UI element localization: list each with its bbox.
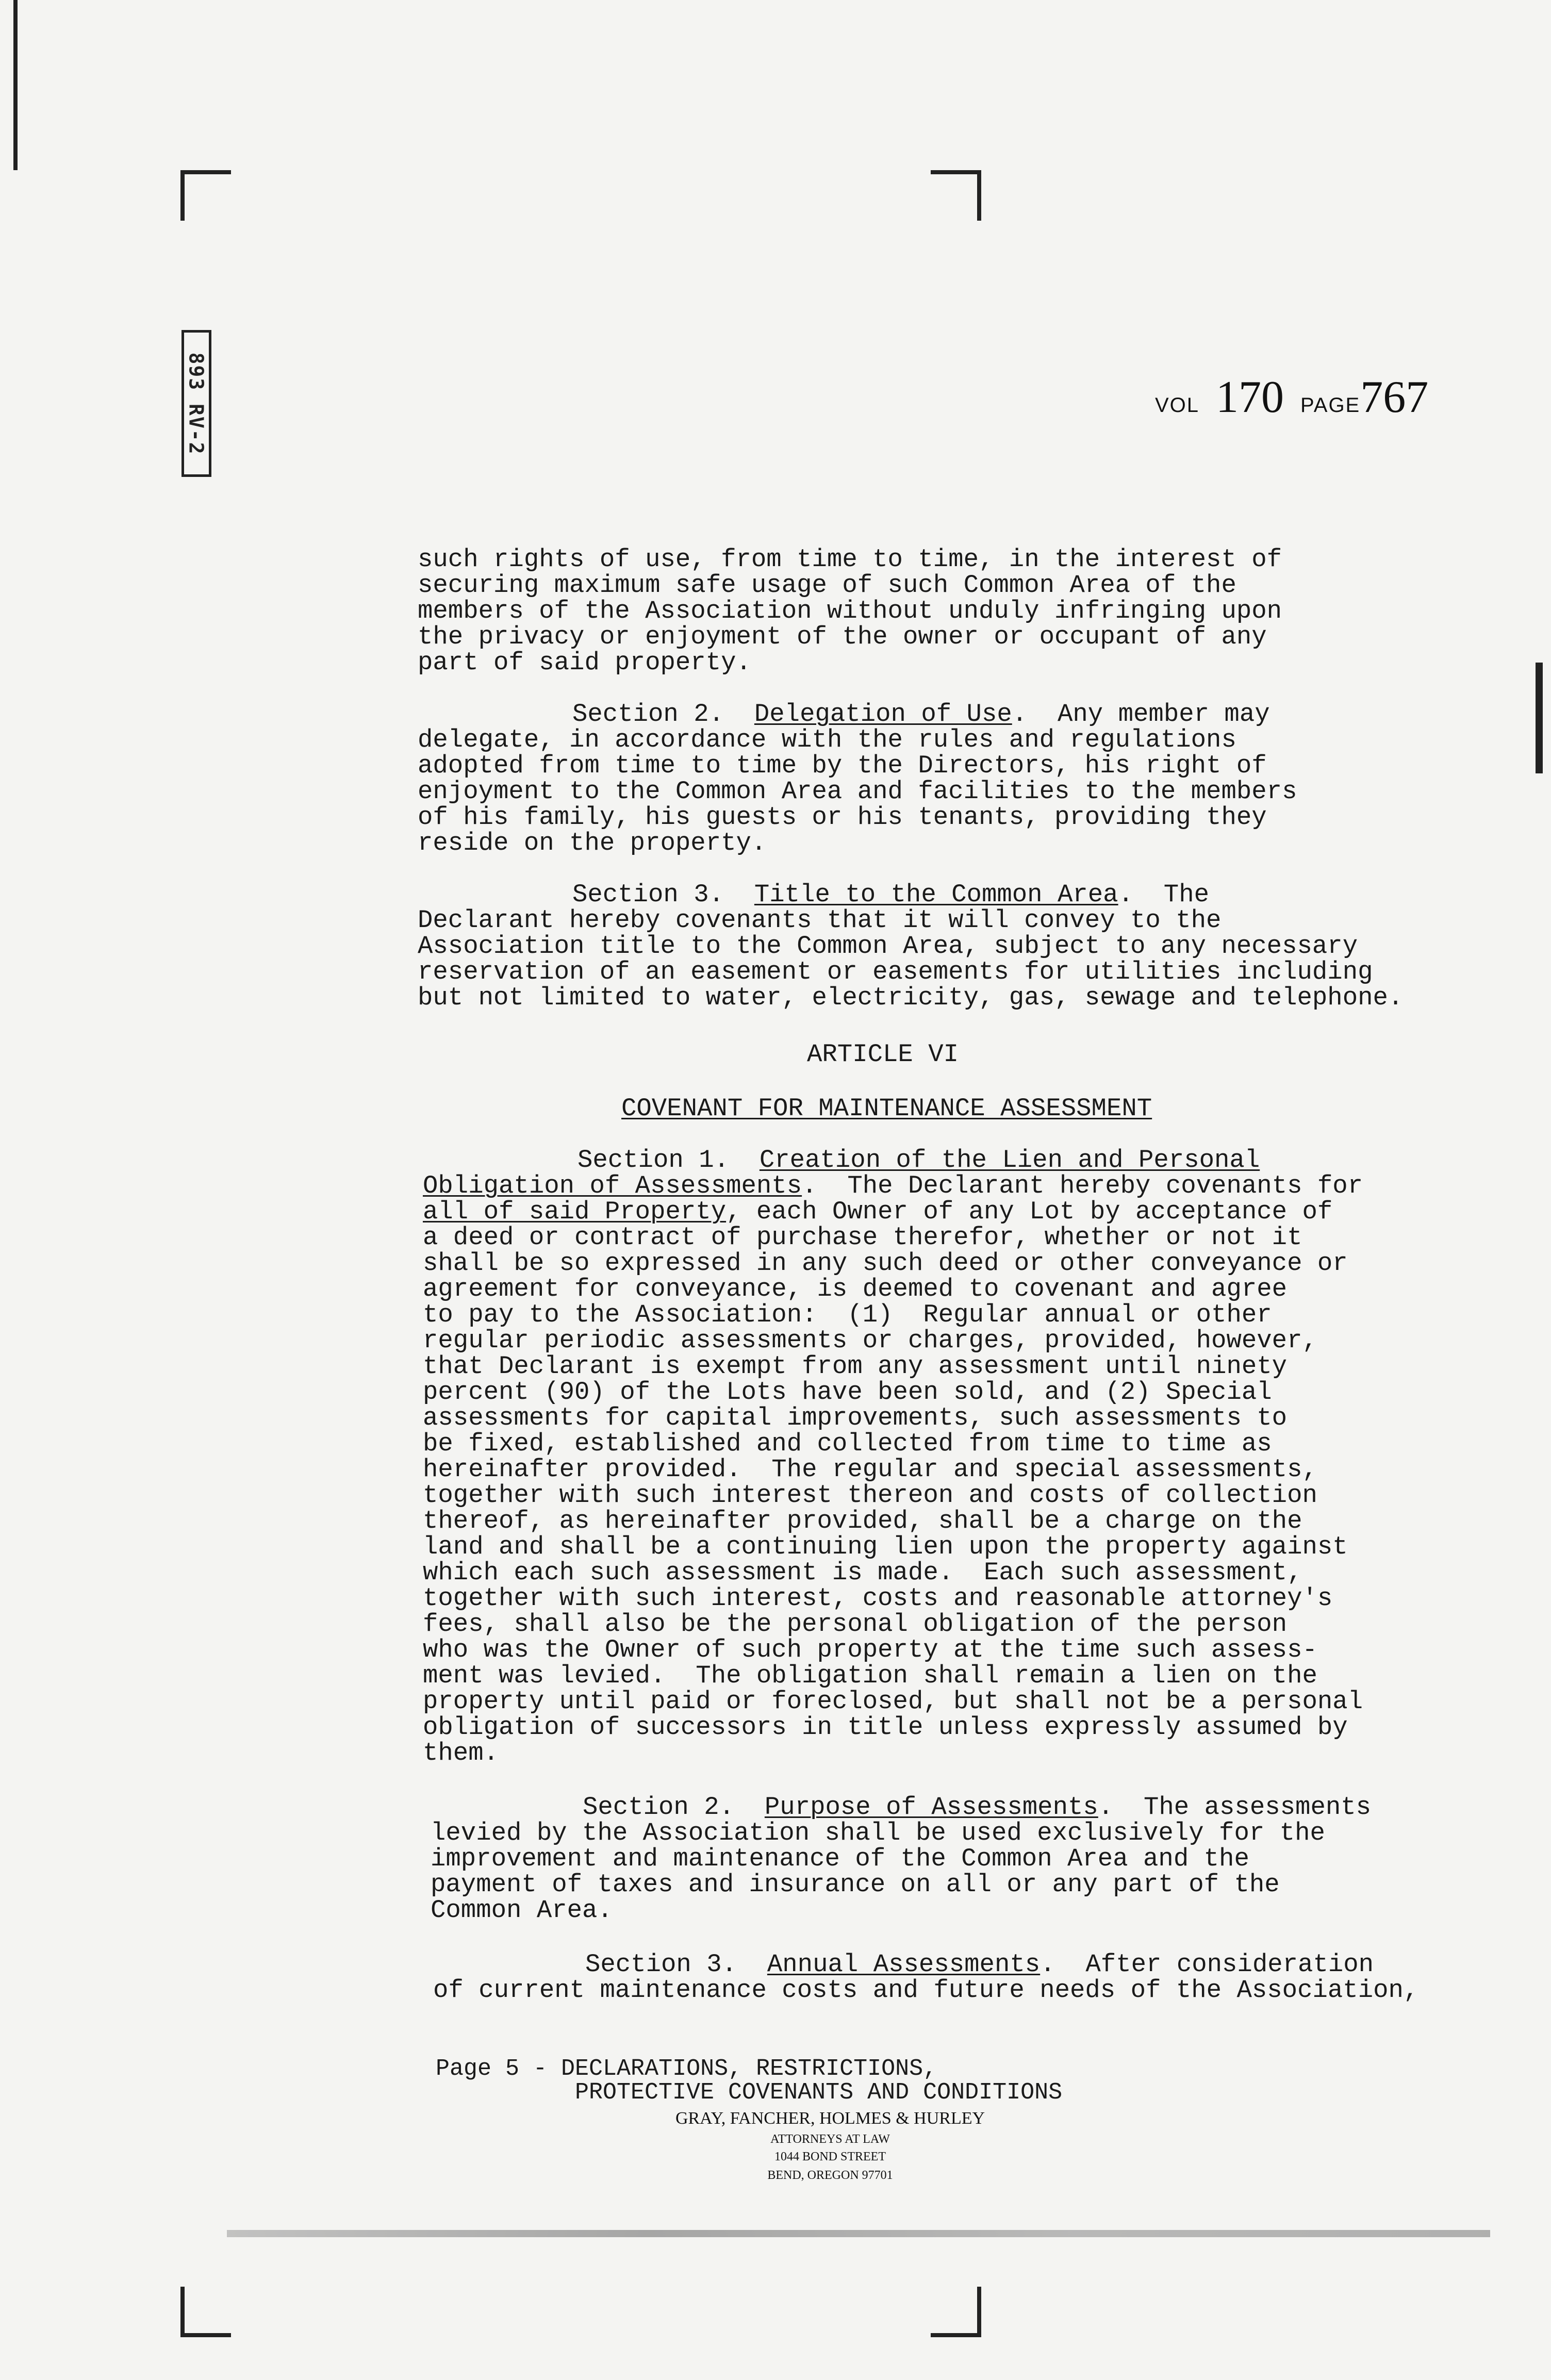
section-heading	[578, 1147, 1260, 1173]
section-number: Section 3.	[585, 1950, 737, 1979]
scan-noise-strip	[227, 2230, 1490, 2237]
section-heading	[572, 882, 1209, 907]
body-line: improvement and maintenance of the Common Area and the	[431, 1844, 1249, 1873]
section-lead-text: . After consideration	[1040, 1950, 1374, 1979]
article-title: COVENANT FOR MAINTENANCE ASSESSMENT	[621, 1094, 1152, 1123]
body-line: adopted from time to time by the Directors, his right of	[418, 751, 1267, 780]
body-line: Common Area.	[431, 1896, 613, 1925]
section-heading	[583, 1794, 1371, 1820]
law-firm-name: GRAY, FANCHER, HOLMES & HURLEY	[675, 2109, 985, 2128]
body-line: such rights of use, from time to time, in the interest of	[418, 545, 1282, 574]
underlined-phrase: all of said Property	[423, 1197, 727, 1226]
section-lead-text: . The Declarant hereby covenants for	[802, 1171, 1363, 1200]
section-title: Title to the Common Area	[754, 880, 1118, 909]
record-stamp-text: 893 RV-2	[185, 352, 208, 455]
body-line: payment of taxes and insurance on all or any part of the	[431, 1870, 1280, 1899]
record-stamp	[182, 330, 211, 477]
law-firm-attorneys: ATTORNEYS AT LAW	[770, 2133, 890, 2146]
body-line: thereof, as hereinafter provided, shall be a charge on the	[423, 1507, 1302, 1535]
body-line: that Declarant is exempt from any assessment until ninety	[423, 1352, 1288, 1381]
body-line: a deed or contract of purchase therefor, whether or not it	[423, 1223, 1302, 1252]
body-line: of current maintenance costs and future needs of the Association,	[433, 1976, 1419, 2005]
body-line: land and shall be a continuing lien upon the property against	[423, 1532, 1348, 1561]
page-number: 767	[1360, 372, 1429, 422]
body-line: shall be so expressed in any such deed or other conveyance or	[423, 1249, 1348, 1278]
body-line: hereinafter provided. The regular and special assessments,	[423, 1455, 1317, 1484]
footer-title-line: PROTECTIVE COVENANTS AND CONDITIONS	[575, 2079, 1063, 2106]
body-line: obligation of successors in title unless expressly assumed by	[423, 1713, 1348, 1742]
body-line: part of said property.	[418, 648, 751, 677]
body-line	[423, 1199, 1332, 1225]
body-line: regular periodic assessments or charges, provided, however,	[423, 1326, 1317, 1355]
body-line: be fixed, established and collected from time to time as	[423, 1429, 1272, 1458]
section-title: Annual Assessments	[767, 1950, 1041, 1979]
body-line: assessments for capital improvements, such assessments to	[423, 1403, 1288, 1432]
footer-page-line: Page 5 - DECLARATIONS, RESTRICTIONS,	[436, 2056, 937, 2082]
body-line: reside on the property.	[418, 829, 767, 857]
crop-mark-bottom-left	[180, 2287, 231, 2337]
body-line: fees, shall also be the personal obligation of the person	[423, 1610, 1288, 1639]
section-title: Purpose of Assessments	[764, 1793, 1098, 1822]
scan-edge-line	[13, 0, 18, 170]
body-text: , each Owner of any Lot by acceptance of	[726, 1197, 1333, 1226]
section-lead-text: . The assessments	[1098, 1793, 1372, 1822]
body-line: of his family, his guests or his tenants, providing they	[418, 803, 1267, 832]
body-line: securing maximum safe usage of such Common Area of the	[418, 571, 1236, 600]
crop-mark-bottom-right	[931, 2287, 981, 2337]
section-number: Section 1.	[578, 1146, 730, 1175]
body-line: levied by the Association shall be used exclusively for the	[431, 1819, 1325, 1847]
body-line: who was the Owner of such property at the time such assess-	[423, 1635, 1317, 1664]
volume-page-reference	[1155, 371, 1428, 423]
section-lead-text: . Any member may	[1012, 700, 1270, 729]
section-number: Section 3.	[572, 880, 724, 909]
scan-margin-bar	[1536, 663, 1543, 773]
body-line: percent (90) of the Lots have been sold, and (2) Special	[423, 1378, 1272, 1407]
section-heading	[585, 1952, 1374, 1977]
crop-mark-top-right	[931, 170, 981, 221]
law-firm-street: 1044 BOND STREET	[774, 2150, 886, 2163]
body-line: enjoyment to the Common Area and facilities to the members	[418, 777, 1297, 806]
body-line: agreement for conveyance, is deemed to covenant and agree	[423, 1275, 1288, 1303]
section-title: Obligation of Assessments	[423, 1171, 802, 1200]
section-heading	[572, 701, 1270, 727]
body-line: together with such interest, costs and reasonable attorney's	[423, 1584, 1333, 1613]
body-line: together with such interest thereon and costs of collection	[423, 1481, 1317, 1510]
vol-number: 170	[1216, 372, 1284, 422]
body-line: ment was levied. The obligation shall remain a lien on the	[423, 1661, 1317, 1690]
article-number: ARTICLE VI	[807, 1040, 959, 1069]
body-line: members of the Association without unduly infringing upon	[418, 597, 1282, 625]
body-line: reservation of an easement or easements for utilities including	[418, 957, 1373, 986]
section-title: Creation of the Lien and Personal	[759, 1146, 1260, 1175]
page-label: PAGE	[1300, 394, 1361, 417]
body-line: them.	[423, 1739, 499, 1767]
section-lead-text: . The	[1118, 880, 1210, 909]
body-line: but not limited to water, electricity, gas, sewage and telephone.	[418, 983, 1404, 1012]
body-line: delegate, in accordance with the rules and regulations	[418, 725, 1236, 754]
law-firm-city: BEND, OREGON 97701	[767, 2169, 893, 2182]
vol-label: VOL	[1155, 394, 1200, 417]
body-line: the privacy or enjoyment of the owner or occupant of any	[418, 622, 1267, 651]
body-line: to pay to the Association: (1) Regular annual or other	[423, 1300, 1272, 1329]
section-title: Delegation of Use	[754, 700, 1012, 729]
crop-mark-top-left	[180, 170, 231, 221]
body-line: which each such assessment is made. Each such assessment,	[423, 1558, 1302, 1587]
section-number: Section 2.	[583, 1793, 735, 1822]
section-number: Section 2.	[572, 700, 724, 729]
body-line: property until paid or foreclosed, but shall not be a personal	[423, 1687, 1363, 1716]
section-heading-continued	[423, 1173, 1363, 1199]
body-line: Association title to the Common Area, subject to any necessary	[418, 932, 1358, 961]
body-line: Declarant hereby covenants that it will convey to the	[418, 906, 1222, 935]
